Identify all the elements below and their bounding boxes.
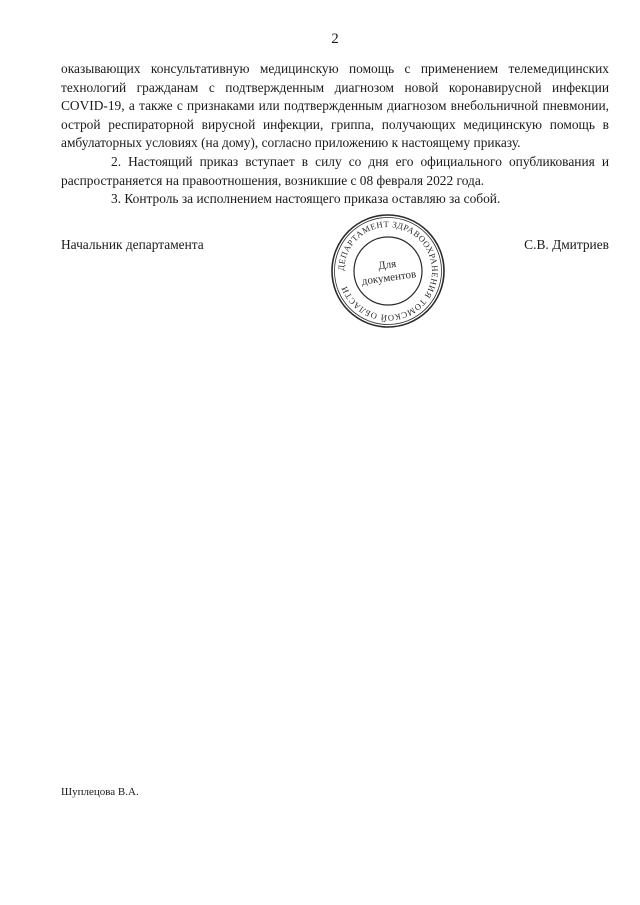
- signer-name: С.В. Дмитриев: [524, 237, 609, 252]
- document-body: [61, 60, 609, 209]
- paragraph-item-3: 3. Контроль за исполнением настоящего приказа оставляю за собой.: [111, 191, 501, 207]
- signer-title: Начальник департамента: [61, 237, 204, 252]
- seal-outer-text: ДЕПАРТАМЕНТ ЗДРАВООХРАНЕНИЯ ТОМСКОЙ ОБЛАСТИ: [335, 218, 441, 324]
- official-seal: [330, 213, 446, 329]
- page-number: 2: [331, 31, 339, 47]
- seal-center-line-1: Для: [377, 257, 397, 273]
- paragraph-continuation: оказывающих консультативную медицинскую помощь с применением телемедицинских технологий гражданам с подтвержденным диагнозом новой коронавирусной инфекции COVID-19, а также с признаками или подтвержденным диагнозом внебольничной пневмонии, острой респираторной вирусной инфекции, гриппа, получающих медицинскую помощь в амбулаторных условиях (на дому), согласно приложению к настоящему приказу.: [61, 61, 609, 151]
- paragraph-item-2: 2. Настоящий приказ вступает в силу со дня его официального опубликования и распространяется на правоотношения, возникшие с 08 февраля 2022 года.: [61, 153, 609, 188]
- executor-name: Шуплецова В.А.: [61, 786, 139, 798]
- seal-center-line-2: документов: [361, 268, 417, 288]
